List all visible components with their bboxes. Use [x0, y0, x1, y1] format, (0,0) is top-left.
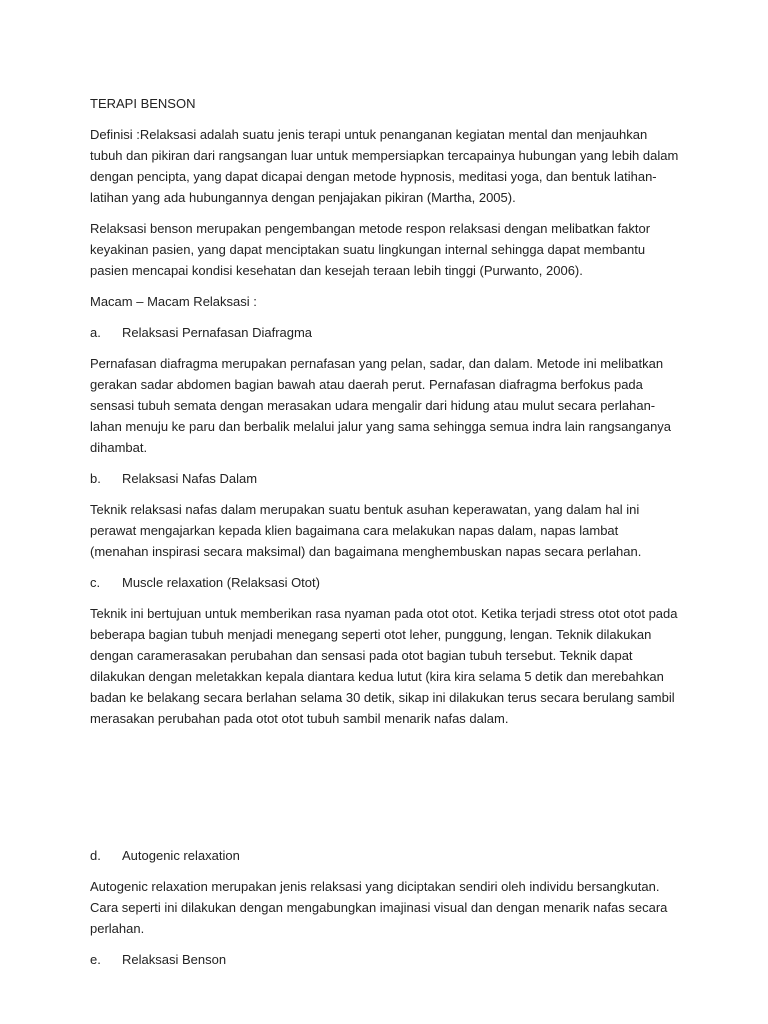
item-title: Autogenic relaxation [122, 848, 240, 863]
document-page [90, 93, 680, 980]
item-letter: a. [90, 325, 101, 340]
item-d-body: Autogenic relaxation merupakan jenis relaksasi yang diciptakan sendiri oleh individu bersangkutan. Cara seperti ini dilakukan dengan mengabungkan imajinasi visual dan dengan menarik nafas secara perlahan. [90, 879, 668, 936]
item-letter: d. [90, 848, 101, 863]
item-e-heading [90, 949, 680, 970]
item-letter: e. [90, 952, 101, 967]
item-c-heading [90, 572, 680, 593]
item-b-body: Teknik relaksasi nafas dalam merupakan suatu bentuk asuhan keperawatan, yang dalam hal ini perawat mengajarkan kepada klien bagaimana cara melakukan napas dalam, napas lambat (menahan inspirasi secara maksimal) dan bagaimana menghembuskan napas secara perlahan. [90, 502, 642, 559]
item-letter: c. [90, 575, 101, 590]
document-title: TERAPI BENSON [90, 96, 196, 111]
item-title: Relaksasi Pernafasan Diafragma [122, 325, 313, 340]
item-a-body: Pernafasan diafragma merupakan pernafasan yang pelan, sadar, dan dalam. Metode ini melibatkan gerakan sadar abdomen bagian bawah atau daerah perut. Pernafasan diafragma berfokus pada sensasi tubuh semata dengan merasakan udara mengalir dari hidung atau mulut secara perlahan-lahan menuju ke paru dan berbalik melalui jalur yang sama sehingga semua indra lain rangsanganya dihambat. [90, 356, 672, 455]
item-title: Muscle relaxation (Relaksasi Otot) [122, 575, 320, 590]
item-a-heading [90, 322, 680, 343]
item-title: Relaksasi Nafas Dalam [122, 471, 258, 486]
item-d-heading [90, 845, 680, 866]
item-title: Relaksasi Benson [122, 952, 227, 967]
definition-paragraph: Definisi :Relaksasi adalah suatu jenis terapi untuk penanganan kegiatan mental dan menjauhkan tubuh dan pikiran dari rangsangan luar untuk mempersiapkan tercapainya hubungan yang lebih dalam dengan pencipta, yang dapat dicapai dengan metode hypnosis, meditasi yoga, dan bentuk latihan-latihan yang ada hubungannya dengan penjajakan pikiran (Martha, 2005). [90, 127, 679, 205]
item-letter: b. [90, 471, 101, 486]
benson-intro-paragraph: Relaksasi benson merupakan pengembangan metode respon relaksasi dengan melibatkan faktor keyakinan pasien, yang dapat menciptakan suatu lingkungan internal sehingga dapat membantu pasien mencapai kondisi kesehatan dan kesejah teraan lebih tinggi (Purwanto, 2006). [90, 221, 651, 278]
item-b-heading [90, 468, 680, 489]
item-c-body: Teknik ini bertujuan untuk memberikan rasa nyaman pada otot otot. Ketika terjadi stress otot otot pada beberapa bagian tubuh menjadi menegang seperti otot leher, punggung, lengan. Teknik dilakukan dengan caramerasakan perubahan dan sensasi pada otot bagian tubuh tersebut. Teknik dapat dilakukan dengan meletakkan kepala diantara kedua lutut (kira kira selama 5 detik dan merebahkan badan ke belakang secara berlahan selama 30 detik, sikap ini dilakukan terus secara berulang sambil merasakan perubahan pada otot otot tubuh sambil menarik nafas dalam. [90, 606, 678, 726]
types-heading: Macam – Macam Relaksasi : [90, 294, 257, 309]
blank-space [90, 739, 680, 845]
